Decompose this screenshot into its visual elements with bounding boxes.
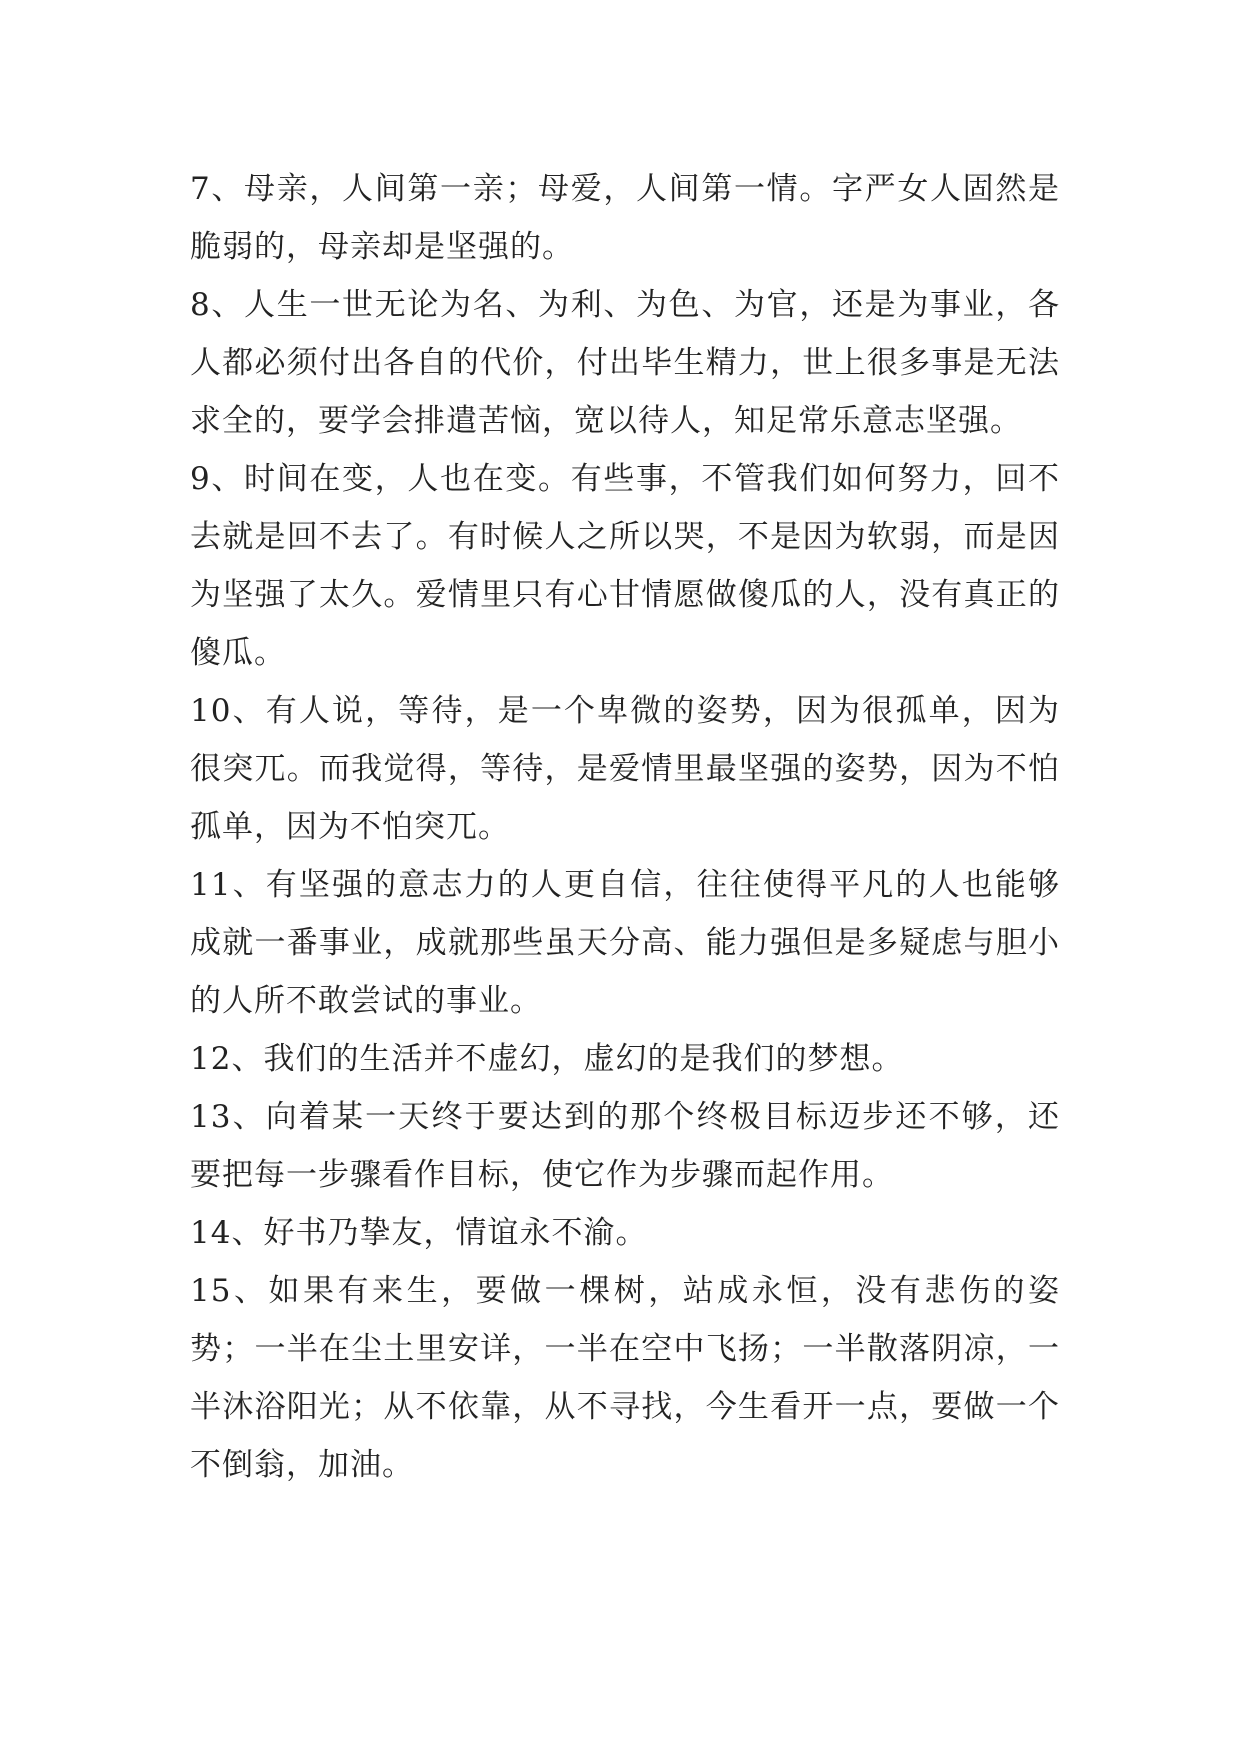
paragraph-7: 7、母亲，人间第一亲；母爱，人间第一情。字严女人固然是脆弱的，母亲却是坚强的。 <box>190 171 1060 265</box>
paragraph-9: 9、时间在变，人也在变。有些事，不管我们如何努力，回不去就是回不去了。有时候人之所以哭，不是因为软弱，而是因为坚强了太久。爱情里只有心甘情愿做傻瓜的人，没有真正的傻瓜。 <box>190 461 1060 671</box>
paragraph-12: 12、我们的生活并不虚幻，虚幻的是我们的梦想。 <box>190 1041 904 1077</box>
document-body <box>190 160 1060 1494</box>
paragraph-11: 11、有坚强的意志力的人更自信，往往使得平凡的人也能够成就一番事业，成就那些虽天分高、能力强但是多疑虑与胆小的人所不敢尝试的事业。 <box>190 867 1060 1019</box>
paragraph-14: 14、好书乃挚友，情谊永不渝。 <box>190 1215 648 1251</box>
paragraph-15: 15、如果有来生，要做一棵树，站成永恒，没有悲伤的姿势；一半在尘土里安详，一半在空中飞扬；一半散落阴凉，一半沐浴阳光；从不依靠，从不寻找，今生看开一点，要做一个不倒翁，加油。 <box>190 1273 1060 1483</box>
paragraph-10: 10、有人说，等待，是一个卑微的姿势，因为很孤单，因为很突兀。而我觉得，等待，是爱情里最坚强的姿势，因为不怕孤单，因为不怕突兀。 <box>190 693 1060 845</box>
paragraph-13: 13、向着某一天终于要达到的那个终极目标迈步还不够，还要把每一步骤看作目标，使它作为步骤而起作用。 <box>190 1099 1060 1193</box>
paragraph-8: 8、人生一世无论为名、为利、为色、为官，还是为事业，各人都必须付出各自的代价，付出毕生精力，世上很多事是无法求全的，要学会排遣苦恼，宽以待人，知足常乐意志坚强。 <box>190 287 1060 439</box>
